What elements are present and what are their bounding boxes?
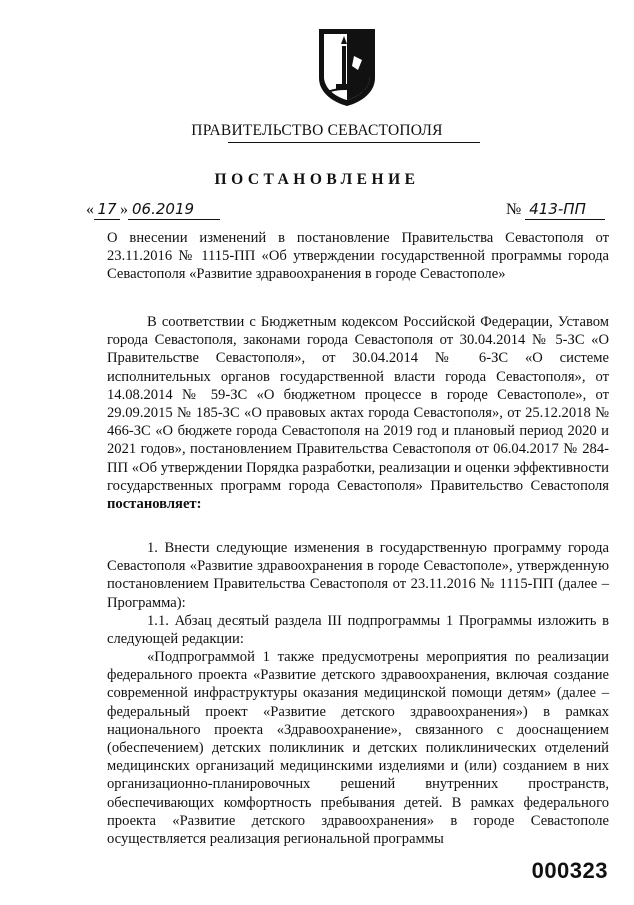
- item-1-1: 1.1. Абзац десятый раздела III подпрограммы 1 Программы изложить в следующей редакции:: [107, 612, 609, 648]
- date-month-year: 06.2019: [132, 200, 195, 218]
- date-close-quote: »: [120, 201, 128, 218]
- document-date: [86, 200, 220, 220]
- resolution-items: [107, 539, 609, 648]
- document-type-title: ПОСТАНОВЛЕНИЕ: [214, 171, 420, 188]
- organization-name: ПРАВИТЕЛЬСТВО СЕВАСТОПОЛЯ: [191, 122, 443, 139]
- number-prefix: №: [506, 201, 522, 218]
- document-number: [506, 200, 605, 220]
- preamble-decision: постановляет:: [107, 496, 202, 513]
- number-value: 413-ПП: [529, 200, 586, 218]
- document-subject: [107, 229, 609, 284]
- preamble: [107, 313, 609, 513]
- header-divider: [228, 142, 480, 143]
- coat-of-arms-emblem: [316, 26, 378, 108]
- date-open-quote: «: [86, 201, 94, 218]
- item-1: 1. Внести следующие изменения в государственную программу города Севастополя «Развитие здравоохранения в городе Севастополе», утвержденную постановлением Правительства Севастополя от 23.11.2016 № 1115-ПП (далее – Программа):: [107, 540, 609, 611]
- subject-text: О внесении изменений в постановление Правительства Севастополя от 23.11.2016 № 1115-ПП «Об утверждении государственной программы города Севастополя «Развитие здравоохранения в городе Севастополе»: [107, 230, 609, 283]
- form-serial-number: 000323: [531, 858, 608, 883]
- preamble-text: В соответствии с Бюджетным кодексом Российской Федерации, Уставом города Севастополя, законами города Севастополя от 30.04.2014 № 5-ЗС «О Правительстве Севастополя», от 30.04.2014 № 6-ЗС «О системе исполнительных органов государственной власти города Севастополя», от 14.08.2014 № 59-ЗС «О бюджетном процессе в городе Севастополе», от 29.09.2015 № 185-ЗС «О правовых актах города Севастополя», от 25.12.2018 № 466-ЗС «О бюджете города Севастополя на 2019 год и плановый период 2020 и 2021 годов», постановлением Правительства Севастополя от 06.04.2017 № 284-ПП «Об утверждении Порядка разработки, реализации и оценки эффективности государственных программ города Севастополя» Правительство Севастополя: [107, 314, 609, 494]
- quote-text: «Подпрограммой 1 также предусмотрены мероприятия по реализации федерального проекта «Развитие детского здравоохранения, включая создание современной инфраструктуры оказания медицинской помощи детям» (далее – федеральный проект «Развитие детского здравоохранения») в рамках национального проекта «Здравоохранение», связанного с дооснащением (обеспечением) детских поликлиник и детских поликлинических отделений медицинских организаций медицинскими изделиями и (или) созданием в них организационно-планировочных решений внутренних пространств, обеспечивающих комфортность пребывания детей. В рамках федерального проекта «Развитие детского здравоохранения» в городе Севастополе осуществляется реализация региональной программы: [107, 649, 609, 848]
- date-day: 17: [97, 200, 117, 218]
- quoted-amendment: [107, 648, 609, 848]
